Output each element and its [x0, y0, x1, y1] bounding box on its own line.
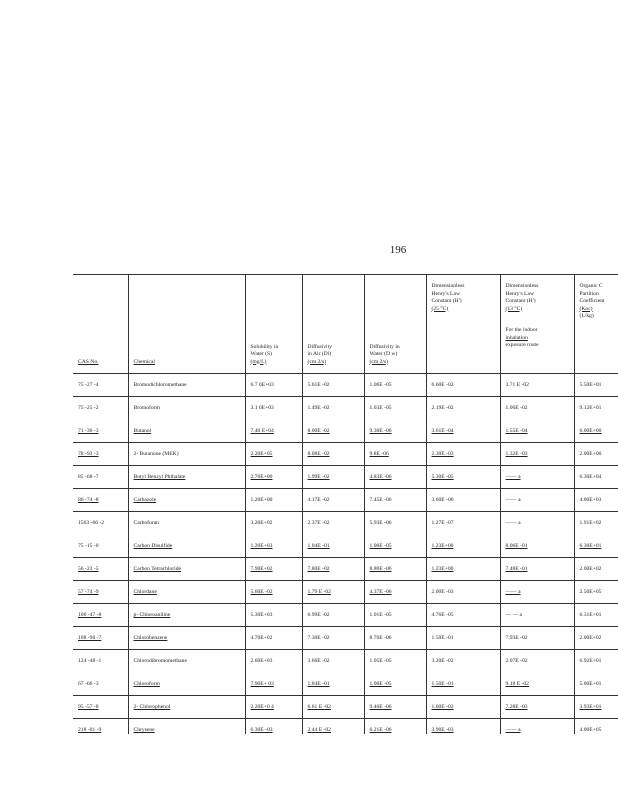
cell-solubility: 4.70E+02	[245, 627, 302, 650]
cell-koc: 5.00E+01	[574, 673, 618, 696]
cell-henry-25c: 2.19E -02	[426, 397, 500, 420]
cell-cas: 78 -93 -3	[73, 443, 128, 466]
cell-diffusivity-water: 1.01E -05	[364, 604, 426, 627]
cell-koc: 3.93E+01	[574, 696, 618, 719]
cell-solubility: 2.20E+0 4	[245, 696, 302, 719]
table-body	[73, 374, 618, 735]
cell-solubility: 2.60E+03	[245, 650, 302, 673]
cell-diffusivity-water: 4.37E -06	[364, 581, 426, 604]
cell-solubility: 5.60E -02	[245, 581, 302, 604]
cell-cas: 86 -74 -8	[73, 489, 128, 512]
cell-solubility: 5.30E+03	[245, 604, 302, 627]
cell-koc: 6.31E+01	[574, 604, 618, 627]
cell-cas: 95 -57 -8	[73, 696, 128, 719]
cell-koc: 1.91E+02	[574, 512, 618, 535]
cell-koc: 6.92E+01	[574, 650, 618, 673]
cell-henry-13c: —— a	[500, 581, 574, 604]
cell-koc: 2.50E+05	[574, 581, 618, 604]
cell-chemical: Butyl Benzyl Phthalate	[128, 466, 245, 489]
cell-chemical: Carbofuran	[128, 512, 245, 535]
cell-diffusivity-air: 1.99E -02	[302, 466, 364, 489]
cell-henry-13c: —— a	[500, 719, 574, 735]
table-row	[73, 535, 618, 558]
cell-cas: 75 -25 -2	[73, 397, 128, 420]
cell-henry-25c: 3.60E -06	[426, 489, 500, 512]
cell-henry-25c: 3.61E -04	[426, 420, 500, 443]
table-row	[73, 673, 618, 696]
cell-henry-25c: 6.60E -02	[426, 374, 500, 397]
cell-diffusivity-air: 8.00E -02	[302, 420, 364, 443]
cell-henry-25c: 1.50E -01	[426, 627, 500, 650]
page-number: 196	[389, 244, 407, 256]
cell-diffusivity-water: 1.03E -05	[364, 397, 426, 420]
cell-henry-25c: 3.20E -02	[426, 650, 500, 673]
table-row	[73, 420, 618, 443]
cell-cas: 67 -66 -3	[73, 673, 128, 696]
cell-chemical: Carbazole	[128, 489, 245, 512]
table-row	[73, 627, 618, 650]
cell-cas: 85 -68 -7	[73, 466, 128, 489]
cell-diffusivity-air: 1.79 E -02	[302, 581, 364, 604]
cell-henry-25c: 2.30E -03	[426, 443, 500, 466]
cell-diffusivity-air: 1.04E -01	[302, 673, 364, 696]
cell-koc: 4.00E+03	[574, 489, 618, 512]
cell-chemical: Chrysene	[128, 719, 245, 735]
cell-solubility: 2.20E+05	[245, 443, 302, 466]
cell-solubility: 3.1 0E+03	[245, 397, 302, 420]
cell-henry-13c: — — a	[500, 604, 574, 627]
cell-henry-13c: 8.06E -01	[500, 535, 574, 558]
cell-solubility: 7.90E+ 03	[245, 673, 302, 696]
cell-henry-13c: 7.93E -02	[500, 627, 574, 650]
cell-diffusivity-air: 7.80E -02	[302, 558, 364, 581]
cell-chemical: Carbon Tetrachloride	[128, 558, 245, 581]
cell-henry-13c: 3.71 E -02	[500, 374, 574, 397]
header-henry-13c: Dimensionless Henry's Law Constant (H') (13 °C) For the indoor inhalation exposure route	[500, 275, 574, 374]
table-row	[73, 650, 618, 673]
cell-koc: 6.00E+00	[574, 420, 618, 443]
table-row	[73, 558, 618, 581]
cell-henry-13c: 1.32E -03	[500, 443, 574, 466]
table-row	[73, 512, 618, 535]
cell-koc: 5.50E+01	[574, 374, 618, 397]
cell-diffusivity-water: 1.05E -05	[364, 650, 426, 673]
cell-diffusivity-air: 8.08E -02	[302, 443, 364, 466]
table-row	[73, 443, 618, 466]
cell-cas: 1563 -66 -2	[73, 512, 128, 535]
cell-solubility: 7.90E+02	[245, 558, 302, 581]
cell-diffusivity-water: 4.83E -06	[364, 466, 426, 489]
header-henry-25c: Dimensionless Henry's Law Constant (H') (25 °C)	[426, 275, 500, 374]
cell-diffusivity-air: 3.66E -02	[302, 650, 364, 673]
cell-cas: 106 -47 -8	[73, 604, 128, 627]
cell-diffusivity-water: 1.06E -05	[364, 374, 426, 397]
cell-solubility: 6.7 0E+03	[245, 374, 302, 397]
cell-henry-25c: 1.27E -07	[426, 512, 500, 535]
cell-henry-13c: 1.06E -02	[500, 397, 574, 420]
table-row	[73, 489, 618, 512]
cell-solubility: 3.20E+02	[245, 512, 302, 535]
header-diffusivity-air: Diffusivity in Air (Di) (cm 2/s)	[302, 275, 364, 374]
cell-henry-13c: 1.55E -04	[500, 420, 574, 443]
cell-diffusivity-water: 8.80E -06	[364, 558, 426, 581]
cell-solubility: 6.30E -03	[245, 719, 302, 735]
header-organic-carbon: Organic C Partition Coefficient (Koc) (L/kg)	[574, 275, 618, 374]
header-chemical: Chemical	[128, 275, 245, 374]
table-row	[73, 397, 618, 420]
cell-chemical: Butanol	[128, 420, 245, 443]
cell-henry-13c: 9.18 E -02	[500, 673, 574, 696]
cell-cas: 75 -27 -4	[73, 374, 128, 397]
cell-diffusivity-air: 1.04E -01	[302, 535, 364, 558]
cell-henry-13c: —— a	[500, 466, 574, 489]
table-row	[73, 466, 618, 489]
cell-koc: 6.30E+04	[574, 466, 618, 489]
cell-henry-25c: 1.50E -01	[426, 673, 500, 696]
cell-henry-25c: 1.60E -02	[426, 696, 500, 719]
header-diffusivity-water: Diffusivity in Water (D w) (cm 2/s)	[364, 275, 426, 374]
cell-henry-13c: 7.48E -01	[500, 558, 574, 581]
cell-cas: 108 -90 -7	[73, 627, 128, 650]
table-row	[73, 581, 618, 604]
cell-koc: 9.12E+01	[574, 397, 618, 420]
cell-cas: 57 -74 -9	[73, 581, 128, 604]
cell-koc: 2.00E+02	[574, 558, 618, 581]
cell-diffusivity-air: 2.37E -02	[302, 512, 364, 535]
cell-koc: 6.30E+01	[574, 535, 618, 558]
cell-diffusivity-air: 5.61E -02	[302, 374, 364, 397]
cell-solubility: 1.20E+00	[245, 489, 302, 512]
cell-diffusivity-air: 6.99E -02	[302, 604, 364, 627]
cell-chemical: Carbon Disulfide	[128, 535, 245, 558]
cell-henry-25c: 5.30E -05	[426, 466, 500, 489]
chemical-properties-table	[73, 274, 618, 734]
cell-chemical: Bromoform	[128, 397, 245, 420]
cell-cas: 218 -01 -9	[73, 719, 128, 735]
chemical-properties-table-container	[73, 274, 618, 734]
cell-henry-13c: 7.28E -03	[500, 696, 574, 719]
cell-solubility: 7.40 E+04	[245, 420, 302, 443]
cell-diffusivity-water: 8.70E -06	[364, 627, 426, 650]
cell-diffusivity-air: 7.30E -02	[302, 627, 364, 650]
cell-diffusivity-water: 9.46E -06	[364, 696, 426, 719]
table-row	[73, 696, 618, 719]
cell-chemical: Bromodichloromethane	[128, 374, 245, 397]
cell-diffusivity-air: 1.49E -02	[302, 397, 364, 420]
header-cas: CAS No.	[73, 275, 128, 374]
table-row	[73, 374, 618, 397]
cell-chemical: p- Chloroaniline	[128, 604, 245, 627]
cell-cas: 71 -36 -3	[73, 420, 128, 443]
cell-cas: 75 -15 -0	[73, 535, 128, 558]
cell-chemical: Chlorobenzene	[128, 627, 245, 650]
cell-diffusivity-water: 9.30E -06	[364, 420, 426, 443]
cell-diffusivity-water: 1.00E -05	[364, 673, 426, 696]
cell-cas: 124 -48 -1	[73, 650, 128, 673]
cell-henry-13c: —— a	[500, 489, 574, 512]
cell-chemical: Chlorodibromomethane	[128, 650, 245, 673]
cell-chemical: 2- Butanone (MEK)	[128, 443, 245, 466]
cell-henry-25c: 2.00E -03	[426, 581, 500, 604]
cell-diffusivity-air: 2.44 E -02	[302, 719, 364, 735]
cell-diffusivity-air: 4.17E -02	[302, 489, 364, 512]
cell-chemical: Chlordane	[128, 581, 245, 604]
cell-chemical: Chloroform	[128, 673, 245, 696]
cell-diffusivity-air: 6.61 E -02	[302, 696, 364, 719]
cell-henry-25c: 1.23E+00	[426, 558, 500, 581]
cell-koc: 4.00E+05	[574, 719, 618, 735]
table-row	[73, 719, 618, 735]
cell-henry-25c: 3.90E -03	[426, 719, 500, 735]
cell-henry-13c: —— a	[500, 512, 574, 535]
cell-solubility: 1.20E+03	[245, 535, 302, 558]
cell-henry-25c: 1.23E+00	[426, 535, 500, 558]
header-solubility: Solubility in Water (S) (mg/L)	[245, 275, 302, 374]
cell-cas: 56 -23 -5	[73, 558, 128, 581]
cell-solubility: 2.70E+00	[245, 466, 302, 489]
cell-diffusivity-water: 5.93E -06	[364, 512, 426, 535]
cell-koc: 2.00E+02	[574, 627, 618, 650]
table-row	[73, 604, 618, 627]
cell-diffusivity-water: 6.21E -06	[364, 719, 426, 735]
cell-diffusivity-water: 9.8E -06	[364, 443, 426, 466]
cell-henry-25c: 4.76E -05	[426, 604, 500, 627]
cell-henry-13c: 2.07E -02	[500, 650, 574, 673]
cell-diffusivity-water: 1.00E -05	[364, 535, 426, 558]
cell-chemical: 2- Chlorophenol	[128, 696, 245, 719]
cell-koc: 2.00E+00	[574, 443, 618, 466]
table-header-row	[73, 275, 618, 374]
cell-diffusivity-water: 7.45E -06	[364, 489, 426, 512]
